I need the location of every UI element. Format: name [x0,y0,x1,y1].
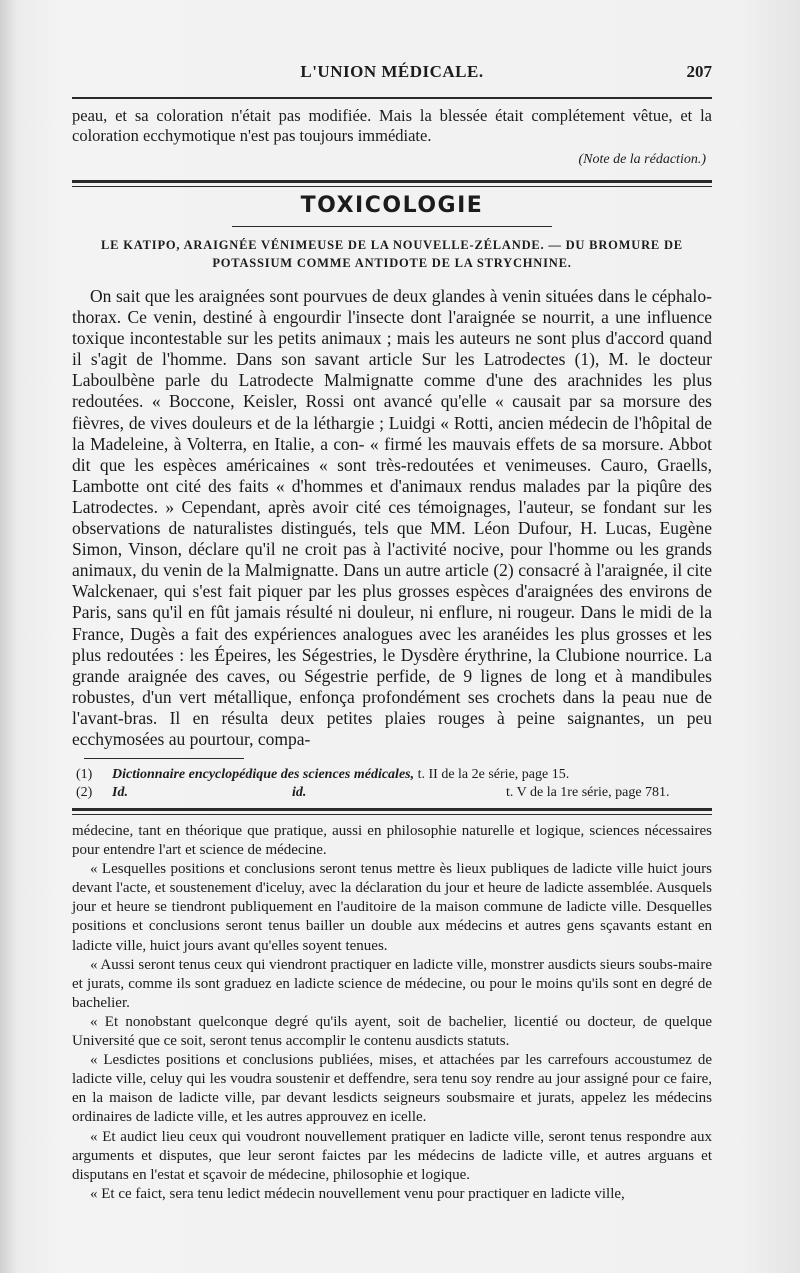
lower-rule-thin [72,814,712,815]
article-paragraph: On sait que les araignées sont pourvues de deux glandes à venin situées dans le céphalo-thorax. Ce venin, destiné à engourdir l'insecte dont l'araignée se nourrit, a une influence toxique incontestable sur les petits animaux ; mais les auteurs ne sont plus d'accord quand il s'agit de l'homme. Dans son savant article Sur les Latrodectes (1), M. le docteur Laboulbène parle du Latrodecte Malmignatte comme d'une des arachnides les plus redoutées. « Boccone, Keisler, Rossi ont avancé qu'elle « causait par sa morsure des fièvres, de vives douleurs et de la léthargie ; Luidgi « Rotti, ancien médecin de l'hôpital de la Madeleine, à Volterra, en Italie, a con- « firmé les mauvais effets de sa morsure. Abbot dit que les espèces américaines « sont très-redoutées et venimeuses. Cauro, Graells, Lambotte ont cité des faits « d'hommes et d'animaux rendus malades par la piqûre des Latrodectes. » Cependant, après avoir cité ces témoignages, l'auteur, se fondant sur les observations de naturalistes distingués, tels que MM. Léon Dufour, H. Lucas, Eugène Simon, Vinson, déclare qu'il ne croit pas à l'activité nocive, pour l'homme ou les grands animaux, du venin de la Malmignatte. Dans un autre article (2) consacré à l'araignée, il cite Walckenaer, qui s'est fait piquer par les plus grosses espèces d'araignées des environs de Paris, sans qu'il en fût jamais résulté ni douleur, ni enflure, ni rougeur. Dans le midi de la France, Dugès a fait des expériences analogues avec les aranéides les plus grosses et les plus redoutées : les Épeires, les Ségestries, le Dysdère érythrine, la Clubione nourrice. La grande araignée des caves, ou Ségestrie perfide, de 9 lignes de long et à mandibules robustes, d'un vert métallique, enfonça profondément ses crochets dans la peau nue de l'avant-bras. Il en résulta deux petites plaies rouges à peine saignantes, un peu ecchymosées au pourtour, compa- [72,286,712,749]
footnote-2 [72,784,712,802]
running-title: L'UNION MÉDICALE. [300,62,484,81]
editor-note: (Note de la rédaction.) [578,152,706,167]
footnote-title: Dictionnaire encyclopédique des sciences médicales, [112,767,415,782]
lower-text-block [72,822,712,1204]
section-rule-thick [72,180,712,183]
footnote-text [112,784,712,802]
lower-paragraph: « Et nonobstant quelconque degré qu'ils ayent, soit de bachelier, licentié ou docteur, de quelque Université que ce soit, seront tenus accomplir le contenu ausdicts statuts. [72,1013,712,1050]
title-underline [232,226,552,227]
page-header [72,62,712,90]
continued-text: peau, et sa coloration n'était pas modifiée. Mais la blessée était complétement vêtue, et la coloration ecchymotique n'est pas toujours immédiate. [72,106,712,145]
continued-text-block [72,106,712,170]
lower-paragraph: « Et ce faict, sera tenu ledict médecin nouvellement venu pour practiquer en ladicte ville, [90,1185,625,1202]
footnote-number: (1) [76,767,93,782]
footnote-rest: t. II de la 2e série, page 15. [414,767,570,782]
lower-paragraph: « Et audict lieu ceux qui voudront nouvellement pratiquer en ladicte ville, seront tenus respondre aux arguments et disputes, que leur seront faictes par les médecins de ladicte ville, et autres arguans et disputans en l'estat et sçavoir de médecine, philosophie et logique. [72,1128,712,1183]
lower-rule-thick [72,808,712,811]
lower-paragraph: médecine, tant en théorique que pratique, aussi en philosophie naturelle et logique, sciences nécessaires pour entendre l'art et science de médecine. [72,823,712,859]
footnote-rest: t. V de la 1re série, page 781. [506,785,670,800]
footnote-text [112,766,712,784]
section-title: TOXICOLOGIE [300,193,484,218]
footnote-separator [84,758,244,759]
section-rule-thin [72,186,712,187]
page-number: 207 [686,62,712,81]
lower-paragraph: « Aussi seront tenus ceux qui viendront practiquer en ladicte ville, monstrer ausdicts sieurs soubs-maire et jurats, comme ils sont graduez en ladicte science de médecine, ou pour le moins qu'ils sont en degré de bachelier. [72,956,712,1011]
footnote-id-b: id. [292,785,307,800]
footnote-id-a: Id. [112,785,128,800]
lower-paragraph: « Lesquelles positions et conclusions seront tenus mettre ès lieux publiques de ladicte ville huict jours devant l'acte, et soustenement d'iceluy, avec la déclaration du jour et heure de ladicte assemblée. Ausquels jour et heure se tiendront publiquement en l'auditoire de la maison commune de ladicte ville. Desquelles positions et conclusions seront tenus bailler un double aux médecins et autres gens sçavants estant en ladicte ville, huict jours avant qu'elles soyent tenues. [72,861,712,954]
article-body [72,286,712,750]
lower-paragraph: « Lesdictes positions et conclusions publiées, mises, et attachées par les carrefours accoustumez de ladicte ville, celuy qui les voudra soustenir et deffendre, sera tenu soy rendre au jour assigné pour ce faire, en la maison de ladicte ville, par devant lesdicts seigneurs soubsmaire et jurats, appelez les médecins ordinaires de ladicte ville, et les autres approuvez en icelle. [72,1052,712,1126]
footnote-number: (2) [76,785,93,800]
footnote-1 [72,766,712,784]
footnotes [72,766,712,802]
header-rule [72,97,712,99]
article-subheading: LE KATIPO, ARAIGNÉE VÉNIMEUSE DE LA NOUVELLE-ZÉLANDE. — DU BROMURE DE POTASSIUM COMME ANTIDOTE DE LA STRYCHNINE. [101,238,683,270]
